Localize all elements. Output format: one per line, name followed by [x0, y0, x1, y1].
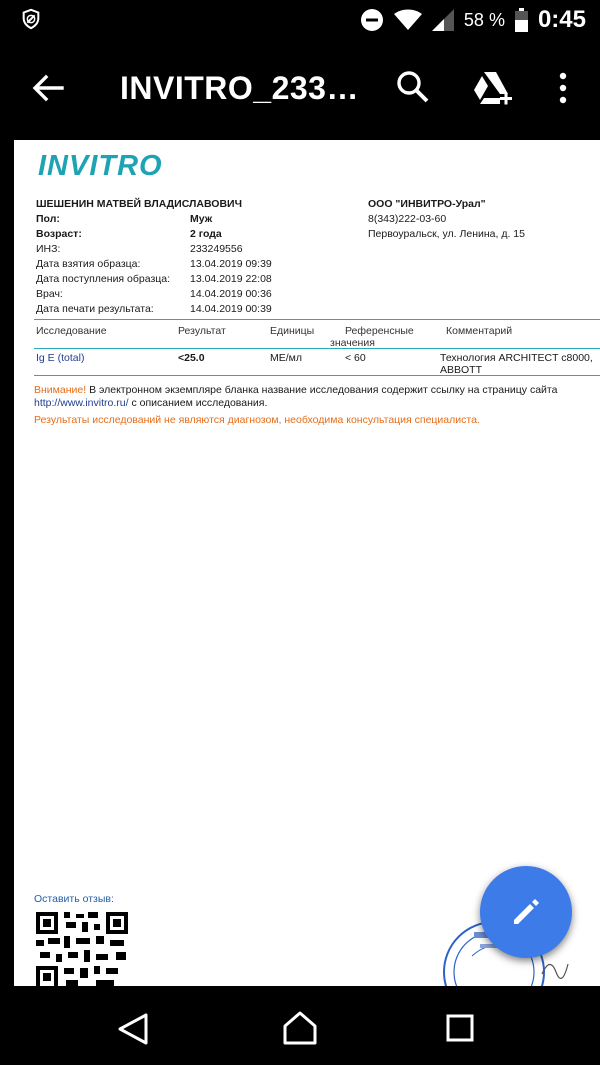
row-units: МЕ/мл — [270, 352, 303, 364]
lab-phone: 8(343)222-03-60 — [368, 213, 447, 225]
lab-name: ООО "ИНВИТРО-Урал" — [368, 198, 486, 210]
col-header-reference: Референсные — [345, 325, 414, 337]
drive-add-icon[interactable] — [470, 68, 514, 112]
table-top-rule — [34, 319, 600, 320]
app-bar — [0, 40, 600, 138]
field-value: Муж — [190, 213, 213, 225]
field-label: ИНЗ: — [36, 243, 61, 255]
col-header-units: Единицы — [270, 325, 315, 337]
back-arrow-icon[interactable] — [28, 68, 68, 108]
col-header-comment: Комментарий — [446, 325, 513, 337]
field-value: 13.04.2019 22:08 — [190, 273, 272, 285]
row-comment: Технология ARCHITECT c8000, — [440, 352, 593, 364]
search-icon[interactable] — [393, 68, 433, 108]
field-label: Дата взятия образца: — [36, 258, 141, 270]
row-comment-line2: ABBOTT — [440, 364, 483, 376]
notice-line2 — [34, 397, 267, 409]
field-label: Дата поступления образца: — [36, 273, 171, 285]
nav-recent-icon[interactable] — [446, 1014, 474, 1042]
disclaimer: Результаты исследований не являются диагнозом, необходима консультация специалиста. — [34, 414, 480, 426]
more-vert-icon[interactable] — [548, 68, 578, 108]
nav-back-icon[interactable] — [116, 1012, 150, 1046]
notice-line1 — [34, 384, 557, 396]
row-reference: < 60 — [345, 352, 366, 364]
system-nav-bar — [0, 986, 600, 1065]
attention-label: Внимание! — [34, 384, 87, 396]
row-test-link[interactable]: Ig E (total) — [36, 352, 85, 364]
col-header-test: Исследование — [36, 325, 107, 337]
field-value: 233249556 — [190, 243, 243, 255]
signal-icon — [432, 9, 454, 31]
col-header-result: Результат — [178, 325, 226, 337]
notice-text: В электронном экземпляре бланка название исследования содержит ссылку на страницу сайта — [86, 384, 558, 396]
pdf-page[interactable] — [14, 140, 600, 986]
clock: 0:45 — [537, 6, 586, 33]
nav-home-icon[interactable] — [282, 1010, 318, 1046]
lab-address: Первоуральск, ул. Ленина, д. 15 — [368, 228, 525, 240]
field-value: 14.04.2019 00:39 — [190, 303, 272, 315]
edit-icon — [510, 896, 542, 928]
feedback-label: Оставить отзыв: — [34, 893, 114, 905]
field-label: Пол: — [36, 213, 60, 225]
dnd-icon — [360, 8, 384, 32]
field-label: Дата печати результата: — [36, 303, 154, 315]
status-bar — [0, 0, 600, 40]
table-header-rule — [34, 348, 600, 349]
qr-code-icon[interactable] — [36, 912, 128, 986]
invitro-link[interactable]: http://www.invitro.ru/ — [34, 397, 129, 409]
field-label: Врач: — [36, 288, 63, 300]
notice-text-2: с описанием исследования. — [128, 397, 268, 409]
table-bottom-rule — [34, 375, 600, 376]
document-title: INVITRO_233… — [120, 70, 359, 106]
field-label: Возраст: — [36, 228, 82, 240]
row-result: <25.0 — [178, 352, 205, 364]
field-value: 2 года — [190, 228, 222, 240]
invitro-logo: INVITRO — [38, 150, 163, 182]
field-value: 14.04.2019 00:36 — [190, 288, 272, 300]
battery-percent: 58 % — [463, 9, 505, 30]
wifi-icon — [394, 9, 422, 31]
field-value: 13.04.2019 09:39 — [190, 258, 272, 270]
col-header-reference-line2: значения — [330, 337, 375, 349]
patient-name: ШЕШЕНИН МАТВЕЙ ВЛАДИСЛАВОВИЧ — [36, 198, 242, 210]
edit-fab-button[interactable] — [480, 866, 572, 958]
battery-icon — [515, 8, 528, 32]
shield-icon — [20, 8, 42, 30]
